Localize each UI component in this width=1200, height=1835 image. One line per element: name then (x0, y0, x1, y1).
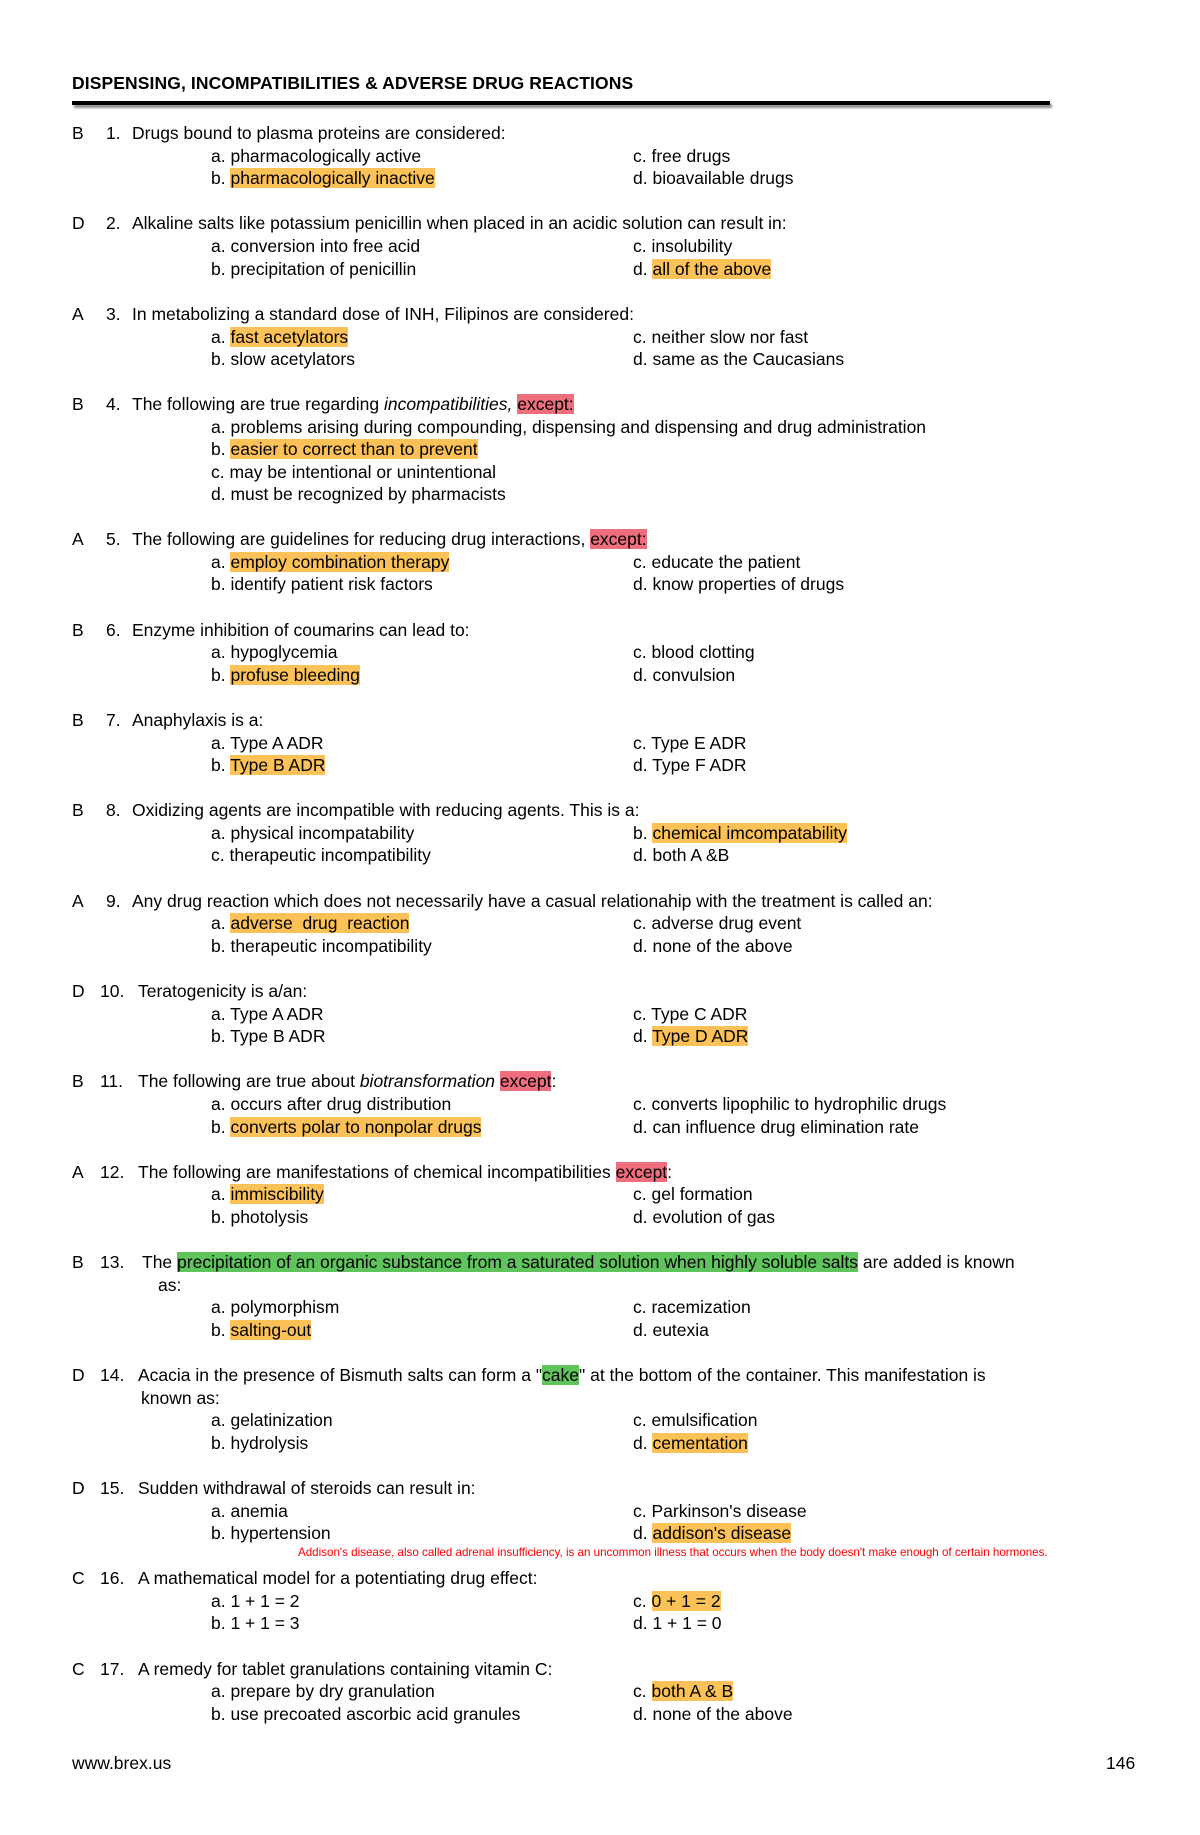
answer-highlight: both A & B (651, 1681, 734, 1701)
choice-a: a. Type A ADR (211, 1004, 324, 1024)
choice-b: b. hypertension (211, 1523, 331, 1543)
choice-c: c. free drugs (633, 146, 731, 166)
question-number: 2. (106, 213, 121, 233)
answer-key: A (72, 891, 84, 911)
choice-c: c. neither slow nor fast (633, 327, 809, 347)
choice-c: c. blood clotting (633, 642, 755, 662)
answer-key: D (72, 1365, 85, 1385)
explanation-note: Addison's disease, also called adrenal insufficiency, is an uncommon illness that occurs when the body doesn't make enough of certain hormones. (298, 1546, 1048, 1559)
choice-d: d. eutexia (633, 1320, 709, 1340)
question-stem: The following are true regarding incompatibilities, except: (132, 394, 574, 414)
choice-b: b. Type B ADR (211, 755, 326, 775)
answer-highlight: all of the above (652, 259, 772, 279)
question-number: 4. (106, 394, 121, 414)
answer-key: C (72, 1568, 85, 1588)
question-stem: Drugs bound to plasma proteins are considered: (132, 123, 506, 143)
choice-a: a. hypoglycemia (211, 642, 338, 662)
footer-website[interactable]: www.brex.us (72, 1753, 172, 1773)
choice-a: a. immiscibility (211, 1184, 324, 1204)
answer-key: B (72, 123, 84, 143)
choice-a: a. employ combination therapy (211, 552, 450, 572)
choice-a: a. occurs after drug distribution (211, 1094, 452, 1114)
choice-a: a. prepare by dry granulation (211, 1681, 435, 1701)
answer-key: B (72, 710, 84, 730)
choice-d: d. both A &B (633, 845, 730, 865)
choice-b: b. hydrolysis (211, 1433, 309, 1453)
question-stem: The precipitation of an organic substance from a saturated solution when highly soluble salts are added is known (142, 1252, 1015, 1272)
question-stem: A mathematical model for a potentiating drug effect: (138, 1568, 538, 1588)
question-number: 14. (100, 1365, 125, 1385)
answer-highlight: fast acetylators (230, 327, 349, 347)
question-stem: Enzyme inhibition of coumarins can lead to: (132, 620, 470, 640)
choice-c: c. racemization (633, 1297, 751, 1317)
answer-key: A (72, 304, 84, 324)
page-title: DISPENSING, INCOMPATIBILITIES & ADVERSE DRUG REACTIONS (72, 73, 634, 93)
answer-key: B (72, 1252, 84, 1272)
question-stem: Acacia in the presence of Bismuth salts can form a "cake" at the bottom of the container. This manifestation is (138, 1365, 986, 1385)
choice-a: a. anemia (211, 1501, 288, 1521)
answer-key: D (72, 213, 85, 233)
question-stem: Anaphylaxis is a: (132, 710, 264, 730)
choice-d: d. none of the above (633, 936, 793, 956)
except-highlight: except: (517, 394, 574, 414)
question-number: 9. (106, 891, 121, 911)
question-number: 17. (100, 1659, 125, 1679)
question-stem: In metabolizing a standard dose of INH, Filipinos are considered: (132, 304, 634, 324)
answer-highlight: converts polar to nonpolar drugs (230, 1117, 482, 1137)
answer-highlight: salting-out (230, 1320, 312, 1340)
choice-c: c. converts lipophilic to hydrophilic drugs (633, 1094, 947, 1114)
choice-a: a. fast acetylators (211, 327, 349, 347)
choice-c: c. Type C ADR (633, 1004, 748, 1024)
choice-a: a. polymorphism (211, 1297, 340, 1317)
choice-a: a. Type A ADR (211, 733, 324, 753)
choice-c: c. gel formation (633, 1184, 753, 1204)
title-underline (72, 101, 1050, 105)
answer-highlight: adverse drug reaction (230, 913, 410, 933)
choice-b: b. converts polar to nonpolar drugs (211, 1117, 482, 1137)
answer-key: C (72, 1659, 85, 1679)
choice-d: d. 1 + 1 = 0 (633, 1613, 722, 1633)
answer-highlight: cementation (652, 1433, 748, 1453)
answer-key: B (72, 800, 84, 820)
answer-highlight: Type D ADR (652, 1026, 749, 1046)
choice-c: c. educate the patient (633, 552, 801, 572)
answer-highlight: employ combination therapy (230, 552, 450, 572)
answer-key: D (72, 981, 85, 1001)
choice-d: d. evolution of gas (633, 1207, 776, 1227)
answer-highlight: Type B ADR (230, 755, 326, 775)
except-highlight: except (615, 1162, 668, 1182)
question-number: 16. (100, 1568, 125, 1588)
question-number: 11. (100, 1071, 124, 1091)
answer-highlight: pharmacologically inactive (230, 168, 435, 188)
choice-b: b. photolysis (211, 1207, 309, 1227)
answer-highlight: immiscibility (230, 1184, 324, 1204)
choice-c: c. may be intentional or unintentional (211, 462, 497, 482)
question-stem: A remedy for tablet granulations containing vitamin C: (138, 1659, 553, 1679)
choice-b: b. Type B ADR (211, 1026, 326, 1046)
question-number: 15. (100, 1478, 125, 1498)
except-highlight: except (499, 1071, 552, 1091)
choice-b: b. easier to correct than to prevent (211, 439, 478, 459)
choice-b: b. profuse bleeding (211, 665, 360, 685)
page-number: 146 (1106, 1753, 1136, 1773)
answer-highlight: profuse bleeding (230, 665, 360, 685)
choice-d: d. none of the above (633, 1704, 793, 1724)
choice-b: b. precipitation of penicillin (211, 259, 417, 279)
question-number: 1. (106, 123, 121, 143)
choice-a: a. adverse drug reaction (211, 913, 410, 933)
except-highlight: except: (590, 529, 647, 549)
question-stem: Teratogenicity is a/an: (138, 981, 308, 1001)
answer-key: D (72, 1478, 85, 1498)
choice-b: b. salting-out (211, 1320, 312, 1340)
choice-c: c. Parkinson's disease (633, 1501, 807, 1521)
choice-a: a. problems arising during compounding, dispensing and dispensing and drug administration (211, 417, 927, 437)
question-number: 13. (100, 1252, 125, 1272)
choice-b: b. identify patient risk factors (211, 574, 433, 594)
choice-a: a. conversion into free acid (211, 236, 421, 256)
choice-d: d. cementation (633, 1433, 748, 1453)
choice-b: b. slow acetylators (211, 349, 355, 369)
choice-b: b. chemical imcompatability (633, 823, 847, 843)
answer-highlight: 0 + 1 = 2 (651, 1591, 721, 1611)
question-number: 5. (106, 529, 121, 549)
question-stem: Alkaline salts like potassium penicillin when placed in an acidic solution can result in: (132, 213, 787, 233)
answer-highlight: chemical imcompatability (652, 823, 847, 843)
choice-b: b. therapeutic incompatibility (211, 936, 432, 956)
question-stem: Oxidizing agents are incompatible with reducing agents. This is a: (132, 800, 640, 820)
question-number: 3. (106, 304, 121, 324)
choice-b: b. use precoated ascorbic acid granules (211, 1704, 521, 1724)
choice-d: d. same as the Caucasians (633, 349, 845, 369)
choice-c: c. therapeutic incompatibility (211, 845, 431, 865)
question-stem-continued: as: (158, 1275, 182, 1295)
keyword-highlight: precipitation of an organic substance from a saturated solution when highly soluble salts (177, 1252, 858, 1272)
question-number: 8. (106, 800, 121, 820)
choice-a: a. physical incompatability (211, 823, 415, 843)
choice-b: b. 1 + 1 = 3 (211, 1613, 300, 1633)
choice-d: d. Type D ADR (633, 1026, 749, 1046)
choice-c: c. adverse drug event (633, 913, 802, 933)
question-stem-continued: known as: (141, 1388, 220, 1408)
answer-highlight: addison's disease (652, 1523, 792, 1543)
answer-key: A (72, 529, 84, 549)
question-number: 6. (106, 620, 121, 640)
question-number: 10. (100, 981, 125, 1001)
choice-d: d. all of the above (633, 259, 772, 279)
answer-highlight: easier to correct than to prevent (230, 439, 478, 459)
question-stem: Sudden withdrawal of steroids can result in: (138, 1478, 476, 1498)
choice-d: d. Type F ADR (633, 755, 747, 775)
question-number: 12. (100, 1162, 125, 1182)
question-stem: Any drug reaction which does not necessarily have a casual relationahip with the treatment is called an: (132, 891, 933, 911)
choice-d: d. can influence drug elimination rate (633, 1117, 920, 1137)
question-stem: The following are true about biotransformation except: (138, 1071, 557, 1091)
choice-c: c. emulsification (633, 1410, 758, 1430)
answer-key: B (72, 1071, 84, 1091)
choice-c: c. 0 + 1 = 2 (633, 1591, 721, 1611)
choice-c: c. insolubility (633, 236, 733, 256)
question-number: 7. (106, 710, 121, 730)
choice-c: c. both A & B (633, 1681, 734, 1701)
choice-a: a. pharmacologically active (211, 146, 422, 166)
answer-key: B (72, 620, 84, 640)
choice-d: d. know properties of drugs (633, 574, 845, 594)
answer-key: B (72, 394, 84, 414)
keyword-highlight: cake (542, 1365, 580, 1385)
choice-d: d. bioavailable drugs (633, 168, 794, 188)
choice-d: d. addison's disease (633, 1523, 792, 1543)
answer-key: A (72, 1162, 84, 1182)
choice-a: a. 1 + 1 = 2 (211, 1591, 300, 1611)
question-stem: The following are manifestations of chemical incompatibilities except: (138, 1162, 673, 1182)
question-stem: The following are guidelines for reducing drug interactions, except: (132, 529, 647, 549)
choice-d: d. must be recognized by pharmacists (211, 484, 506, 504)
choice-a: a. gelatinization (211, 1410, 333, 1430)
choice-c: c. Type E ADR (633, 733, 747, 753)
choice-d: d. convulsion (633, 665, 736, 685)
choice-b: b. pharmacologically inactive (211, 168, 435, 188)
